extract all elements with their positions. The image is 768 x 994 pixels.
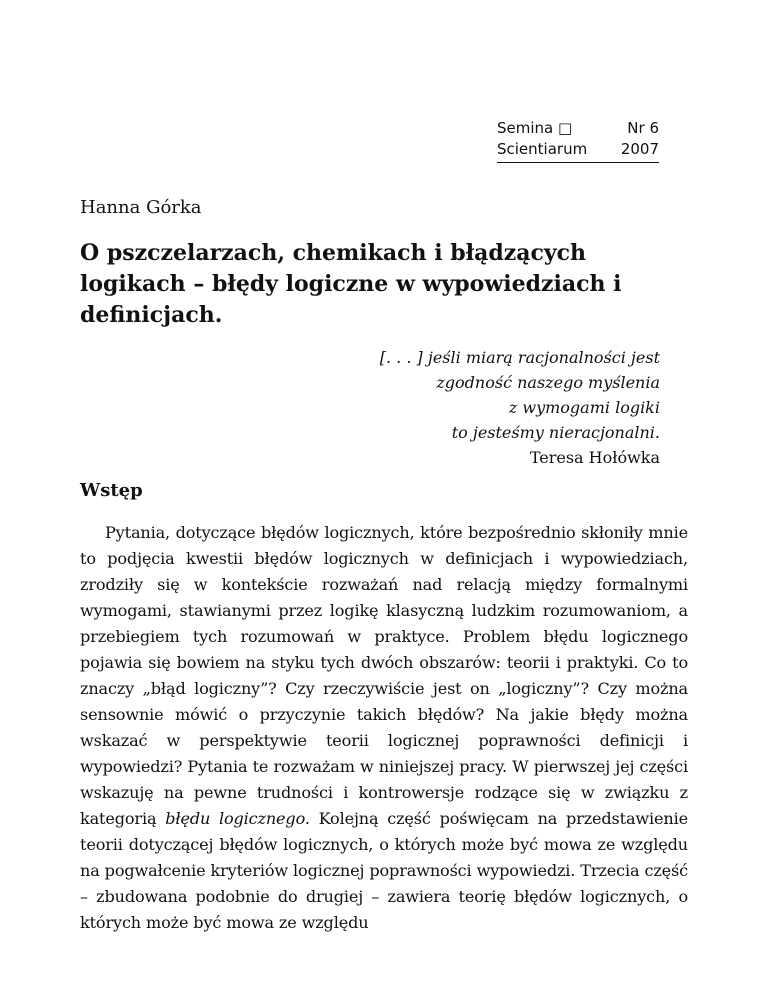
journal-header-row-2 — [497, 139, 659, 160]
epigraph-attribution: Teresa Hołówka — [529, 448, 660, 467]
author-name: Hanna Górka — [80, 197, 202, 218]
body-text-part-2: Kolejną część poświęcam na przedstawienie teorii dotyczącej błędów logicznych, o których może być mowa ze względu na pogwałcenie kryteriów logicznej poprawności wypowiedzi. Trzecia część – zbudowana podobnie do drugiej – zawiera teorię błędów logicznych, o których może być mowa ze względu — [80, 809, 689, 932]
journal-header-row-1 — [497, 118, 659, 139]
journal-name-line1: Semina □ — [497, 119, 573, 137]
journal-header — [497, 118, 659, 163]
square-icon: □ — [558, 119, 573, 137]
journal-name-line2: Scientiarum — [497, 140, 588, 158]
epigraph-line: zgodność naszego myślenia — [436, 373, 660, 392]
section-heading: Wstęp — [80, 480, 143, 501]
epigraph-line: z wymogami logiki — [508, 398, 660, 417]
body-paragraph — [80, 520, 688, 936]
paper-title: O pszczelarzach, chemikach i błądzących logikach – błędy logiczne w wypowiedziach i definicjach. — [80, 240, 622, 328]
journal-year: 2007 — [620, 140, 659, 158]
journal-issue: Nr 6 — [627, 119, 659, 137]
body-text-part-1: Pytania, dotyczące błędów logicznych, które bezpośrednio skłoniły mnie to podjęcia kwestii błędów logicznych w definicjach i wypowiedziach, zrodziły się w kontekście rozważań nad relacją między formalnymi wymogami, stawianymi przez logikę klasyczną ludzkim rozumowaniom, a przebiegiem tych rozumowań w praktyce. Problem błędu logicznego pojawia się bowiem na styku tych dwóch obszarów: teorii i praktyki. Co to znaczy „błąd logiczny”? Czy rzeczywiście jest on „logiczny”? Czy można sensownie mówić o przyczynie takich błędów? Na jakie błędy można wskazać w perspektywie teorii logicznej poprawności definicji i wypowiedzi? Pytania te rozważam w niniejszej pracy. W pierwszej jej części wskazuję na pewne trudności i kontrowersje rodzące się w związku z kategorią — [80, 523, 688, 828]
epigraph — [380, 345, 660, 470]
epigraph-line: [. . . ] jeśli miarą racjonalności jest — [379, 348, 660, 367]
body-emphasis: błędu logicznego. — [165, 809, 310, 828]
epigraph-line: to jesteśmy nieracjonalni. — [451, 423, 660, 442]
